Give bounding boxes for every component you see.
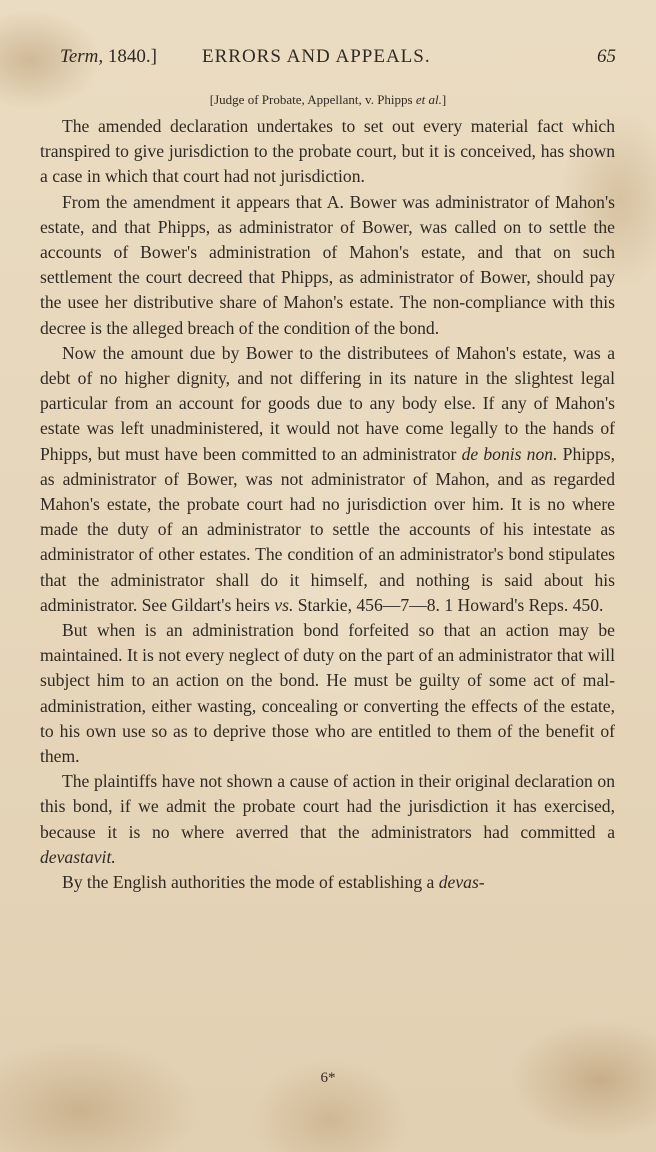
paragraph: From the amendment it appears that A. Bower was administrator of Mahon's estate, and that Phipps, as administrator of Bower, was called on to settle the accounts of Bower's administration of Mahon's estate, and that on such settlement the court decreed that Phipps, as administrator of Bower, should pay the usee her distributive share of Mahon's estate. The non-compliance with this decree is the alleged breach of the condition of the bond. xyxy=(40,191,615,338)
paragraph: But when is an administration bond forfeited so that an action may be maintained. It is not every neglect of duty on the part of an administrator that will subject him to an action on the bond. He must be guilty of some act of mal-administration, either wasting, concealing or converting the effects of the estate, to his own use so as to deprive those who are entitled to them of the benefit of them. xyxy=(40,620,615,767)
case-caption: [Judge of Probate, Appellant, v. Phipps et al.] xyxy=(209,92,447,107)
page-number: 65 xyxy=(597,46,616,67)
body-text xyxy=(40,114,615,895)
paragraph: The amended declaration undertakes to set out every material fact which transpired to give jurisdiction to the probate court, but it is conceived, has shown a case in which that court had not jurisdiction. xyxy=(40,116,615,187)
paragraph: By the English authorities the mode of establishing a devas- xyxy=(62,872,485,893)
header-title: ERRORS AND APPEALS. xyxy=(202,46,431,67)
paragraph: Now the amount due by Bower to the distributees of Mahon's estate, was a debt of no higher dignity, and not differing in its nature in the slightest legal particular from an account for goods due to any body else. If any of Mahon's estate was left unadministered, it would not have come legally to the hands of Phipps, but must have been committed to an administrator de bonis non. Phipps, as administrator of Bower, was not administrator of Mahon, and as regarded Mahon's estate, the probate court had no jurisdiction over him. It is no where made the duty of an administrator to settle the accounts of his intestate as administrator of other estates. The condition of an administrator's bond stipulates that the administrator shall do it himself, and nothing is said about his administrator. See Gildart's heirs vs. Starkie, 456—7—8. 1 Howard's Reps. 450. xyxy=(40,342,615,615)
running-header xyxy=(60,46,616,74)
paragraph: The plaintiffs have not shown a cause of action in their original declaration on this bond, if we admit the probate court had the jurisdiction it has exercised, because it is no where averred that the administrators had committed a devastavit. xyxy=(40,771,615,867)
term-label: Term, 1840.] xyxy=(60,46,157,67)
signature-mark: 6* xyxy=(320,1070,336,1086)
